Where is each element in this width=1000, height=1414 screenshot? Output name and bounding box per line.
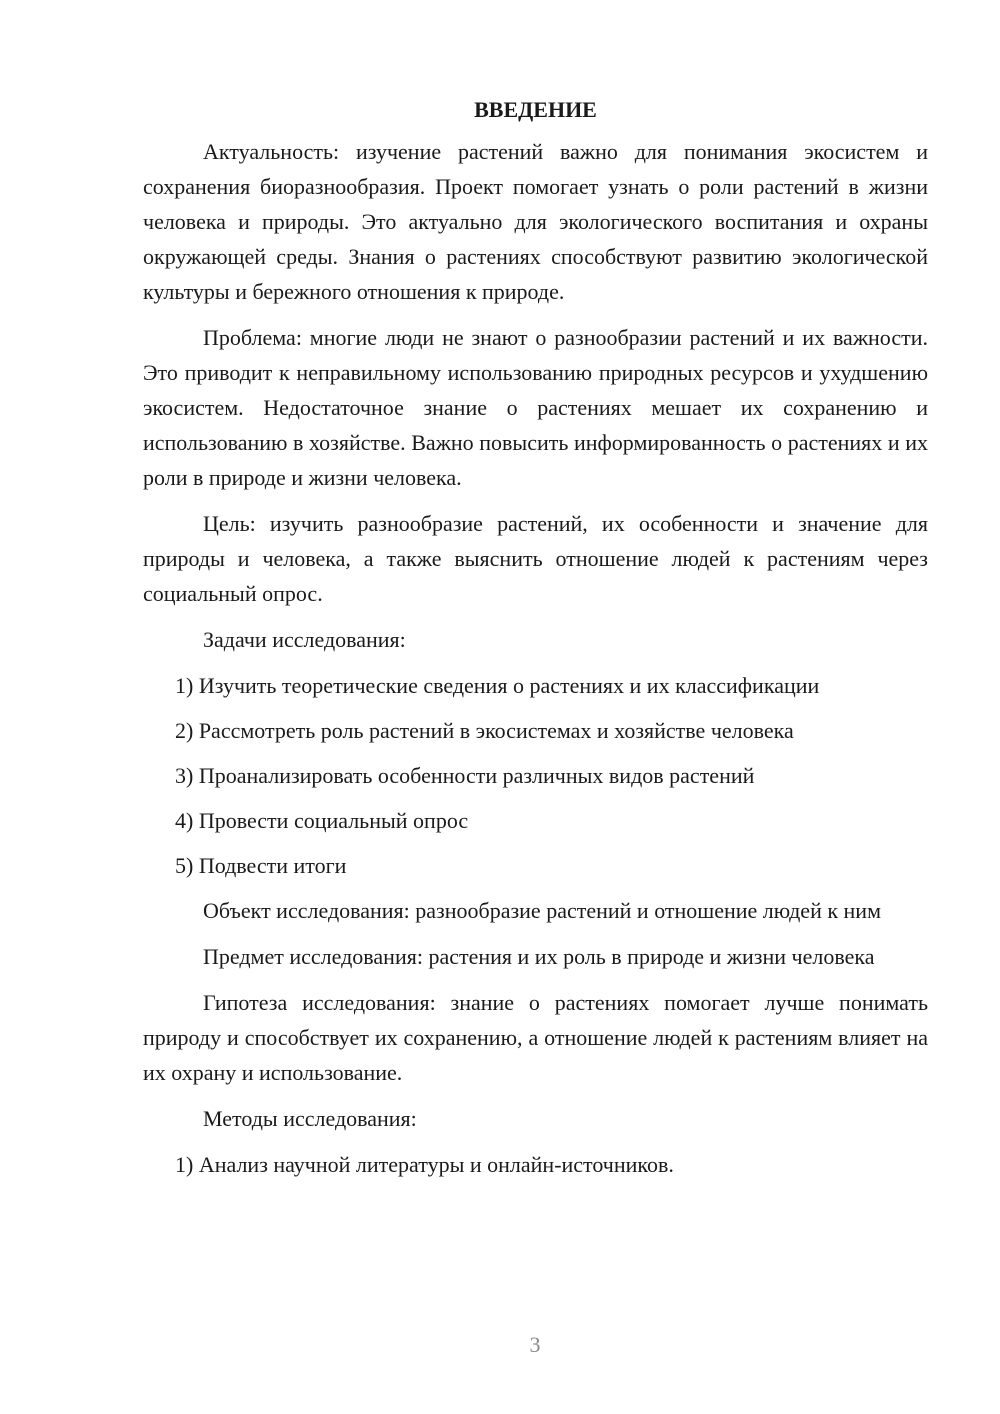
tasks-list: [143, 668, 928, 883]
subject-paragraph: Предмет исследования: растения и их роль в природе и жизни человека: [203, 944, 875, 969]
list-item: 3) Проанализировать особенности различных видов растений: [175, 763, 755, 788]
relevance-paragraph: Актуальность: изучение растений важно для понимания экосистем и сохранения биоразнообразия. Проект помогает узнать о роли растений в жизни человека и природы. Это актуально для экологического воспитания и охраны окружающей среды. Знания о растениях способствуют развитию экологической культуры и бережного отношения к природе.: [143, 139, 928, 304]
methods-heading: Методы исследования:: [203, 1106, 417, 1131]
list-item: 4) Провести социальный опрос: [175, 808, 469, 833]
page-content: [143, 90, 928, 1192]
section-title: ВВЕДЕНИЕ: [474, 97, 597, 122]
object-paragraph: Объект исследования: разнообразие растений и отношение людей к ним: [203, 898, 881, 923]
hypothesis-paragraph: Гипотеза исследования: знание о растениях помогает лучше понимать природу и способствует их сохранению, а отношение людей к растениям влияет на их охрану и использование.: [143, 990, 928, 1085]
page-number: 3: [529, 1332, 541, 1357]
tasks-heading: Задачи исследования:: [203, 627, 406, 652]
methods-list: [143, 1147, 928, 1182]
goal-paragraph: Цель: изучить разнообразие растений, их особенности и значение для природы и человека, а также выяснить отношение людей к растениям через социальный опрос.: [143, 511, 928, 606]
problem-paragraph: Проблема: многие люди не знают о разнообразии растений и их важности. Это приводит к неправильному использованию природных ресурсов и ухудшению экосистем. Недостаточное знание о растениях мешает их сохранению и использованию в хозяйстве. Важно повысить информированность о растениях и их роли в природе и жизни человека.: [143, 325, 928, 490]
list-item: 2) Рассмотреть роль растений в экосистемах и хозяйстве человека: [175, 718, 794, 743]
list-item: 1) Изучить теоретические сведения о растениях и их классификации: [175, 673, 820, 698]
list-item: 1) Анализ научной литературы и онлайн-источников.: [175, 1152, 674, 1177]
list-item: 5) Подвести итоги: [175, 853, 347, 878]
